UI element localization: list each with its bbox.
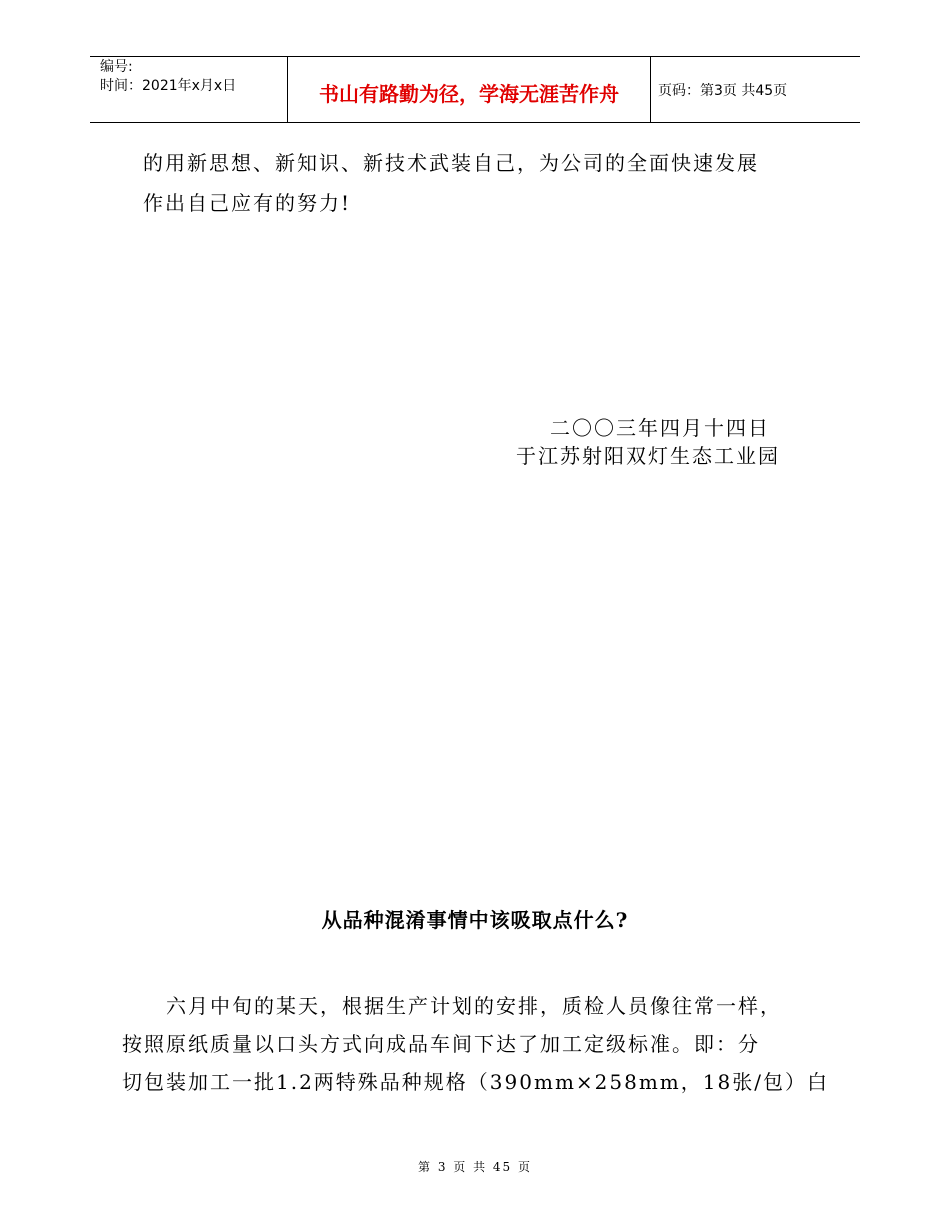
header-divider-right	[650, 57, 651, 122]
header-left-block	[100, 58, 236, 96]
header-page-label: 页码：第3页 共45页	[658, 83, 788, 99]
doc-number-label: 编号:	[100, 59, 133, 75]
article-line-3: 切包装加工一批1.2两特殊品种规格（390mm×258mm，18张/包）白	[122, 1070, 829, 1094]
header-top-rule	[90, 56, 860, 57]
body-line-1: 的用新思想、新知识、新技术武装自己，为公司的全面快速发展	[143, 151, 759, 175]
page-footer: 第 3 页 共 45 页	[418, 1160, 532, 1174]
doc-time-label: 时间：2021年x月x日	[100, 78, 237, 94]
header-bottom-rule	[90, 122, 860, 123]
header-motto: 书山有路勤为径，学海无涯苦作舟	[319, 82, 619, 106]
signature-place: 于江苏射阳双灯生态工业园	[516, 444, 780, 468]
article-line-2: 按照原纸质量以口头方式向成品车间下达了加工定级标准。即：分	[122, 1032, 760, 1056]
article-title: 从品种混淆事情中该吸取点什么?	[321, 908, 629, 932]
body-line-2: 作出自己应有的努力!	[143, 191, 352, 215]
article-line-1: 六月中旬的某天，根据生产计划的安排，质检人员像往常一样，	[166, 994, 782, 1018]
signature-date: 二〇〇三年四月十四日	[550, 416, 770, 440]
